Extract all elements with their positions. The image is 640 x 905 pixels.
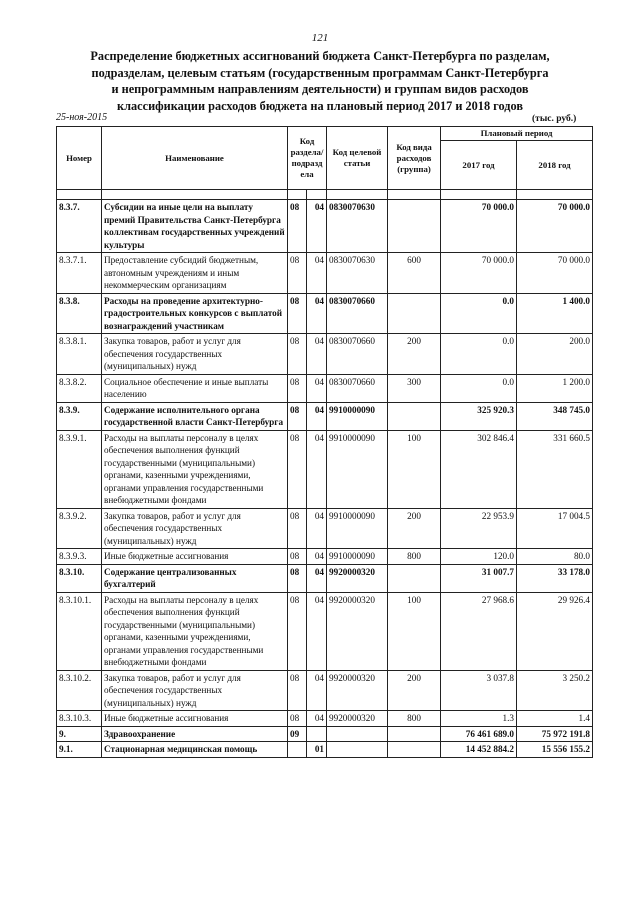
row-name: Закупка товаров, работ и услуг для обеспечения государственных (муниципальных) нужд	[102, 670, 288, 711]
row-value-2017: 0.0	[441, 293, 517, 334]
row-expense-type: 300	[388, 374, 441, 402]
title-line-4: классификации расходов бюджета на плановый период 2017 и 2018 годов	[117, 98, 523, 113]
header-plan-period: Плановый период	[441, 127, 593, 141]
header-number: Номер	[57, 127, 102, 190]
row-subsection-code: 04	[307, 430, 327, 508]
units-label: (тыс. руб.)	[532, 114, 577, 124]
title-line-3: и непрограммным направлениям деятельности) и группам видов расходов	[111, 82, 529, 96]
row-section-code: 08	[288, 564, 307, 592]
row-expense-type	[388, 293, 441, 334]
row-target-code: 0830070660	[327, 293, 388, 334]
row-target-code: 0830070660	[327, 334, 388, 375]
row-subsection-code: 04	[307, 200, 327, 253]
row-section-code: 08	[288, 253, 307, 294]
row-number: 8.3.10.1.	[57, 592, 102, 670]
row-name: Иные бюджетные ассигнования	[102, 549, 288, 565]
header-target-code: Код целевой статьи	[327, 127, 388, 190]
row-value-2017: 3 037.8	[441, 670, 517, 711]
row-expense-type: 600	[388, 253, 441, 294]
table-row	[57, 334, 593, 375]
row-value-2018: 3 250.2	[517, 670, 593, 711]
row-subsection-code: 04	[307, 564, 327, 592]
row-name: Предоставление субсидий бюджетным, автономным учреждениям и иным некоммерческим организациям	[102, 253, 288, 294]
row-name: Здравоохранение	[102, 726, 288, 742]
row-name: Социальное обеспечение и иные выплаты населению	[102, 374, 288, 402]
row-expense-type: 200	[388, 334, 441, 375]
row-value-2017: 0.0	[441, 374, 517, 402]
row-expense-type: 800	[388, 549, 441, 565]
table-row	[57, 200, 593, 253]
header-section-code: Код раздела/ подразд ела	[288, 127, 327, 190]
row-target-code: 9910000090	[327, 508, 388, 549]
header-name: Наименование	[102, 127, 288, 190]
header-separator	[57, 190, 593, 200]
row-value-2018: 1.4	[517, 711, 593, 727]
row-target-code	[327, 742, 388, 758]
row-name: Расходы на проведение архитектурно-градостроительных конкурсов с выплатой вознаграждений участникам	[102, 293, 288, 334]
row-value-2018: 70 000.0	[517, 253, 593, 294]
row-value-2018: 1 200.0	[517, 374, 593, 402]
budget-table	[56, 126, 593, 758]
row-section-code: 08	[288, 508, 307, 549]
table-row	[57, 670, 593, 711]
row-name: Закупка товаров, работ и услуг для обеспечения государственных (муниципальных) нужд	[102, 334, 288, 375]
row-number: 8.3.9.1.	[57, 430, 102, 508]
row-value-2017: 70 000.0	[441, 253, 517, 294]
row-value-2018: 17 004.5	[517, 508, 593, 549]
row-value-2018: 200.0	[517, 334, 593, 375]
row-value-2018: 33 178.0	[517, 564, 593, 592]
row-number: 8.3.8.2.	[57, 374, 102, 402]
row-expense-type	[388, 742, 441, 758]
table-row	[57, 402, 593, 430]
row-target-code: 0830070630	[327, 253, 388, 294]
row-value-2018: 348 745.0	[517, 402, 593, 430]
row-name: Содержание централизованных бухгалтерий	[102, 564, 288, 592]
header-year-2017: 2017 год	[441, 141, 517, 190]
row-number: 8.3.10.2.	[57, 670, 102, 711]
row-target-code: 9910000090	[327, 430, 388, 508]
row-number: 8.3.10.3.	[57, 711, 102, 727]
row-name: Иные бюджетные ассигнования	[102, 711, 288, 727]
table-row	[57, 564, 593, 592]
row-target-code: 9920000320	[327, 592, 388, 670]
title-line-1: Распределение бюджетных ассигнований бюджета Санкт-Петербурга по разделам,	[90, 49, 550, 63]
row-section-code: 08	[288, 430, 307, 508]
row-value-2017: 76 461 689.0	[441, 726, 517, 742]
row-section-code: 08	[288, 549, 307, 565]
row-expense-type: 800	[388, 711, 441, 727]
table-row	[57, 592, 593, 670]
table-row	[57, 253, 593, 294]
row-value-2017: 27 968.6	[441, 592, 517, 670]
row-section-code: 08	[288, 200, 307, 253]
row-expense-type: 200	[388, 670, 441, 711]
row-subsection-code: 04	[307, 253, 327, 294]
row-expense-type	[388, 564, 441, 592]
row-target-code: 9920000320	[327, 670, 388, 711]
row-subsection-code	[307, 726, 327, 742]
document-title	[60, 48, 580, 114]
row-target-code: 9920000320	[327, 564, 388, 592]
row-name: Субсидии на иные цели на выплату премий Правительства Санкт-Петербурга коллективам государственных учреждений культуры	[102, 200, 288, 253]
row-value-2018: 70 000.0	[517, 200, 593, 253]
row-value-2018: 331 660.5	[517, 430, 593, 508]
row-subsection-code: 04	[307, 402, 327, 430]
header-expense-type: Код вида расходов (группа)	[388, 127, 441, 190]
row-value-2017: 325 920.3	[441, 402, 517, 430]
row-value-2018: 80.0	[517, 549, 593, 565]
table-row	[57, 430, 593, 508]
row-section-code: 09	[288, 726, 307, 742]
row-target-code: 9920000320	[327, 711, 388, 727]
row-number: 8.3.7.	[57, 200, 102, 253]
row-subsection-code: 04	[307, 374, 327, 402]
row-name: Закупка товаров, работ и услуг для обеспечения государственных (муниципальных) нужд	[102, 508, 288, 549]
row-value-2018: 75 972 191.8	[517, 726, 593, 742]
row-number: 8.3.9.3.	[57, 549, 102, 565]
table-row	[57, 293, 593, 334]
row-value-2017: 1.3	[441, 711, 517, 727]
row-section-code: 08	[288, 402, 307, 430]
row-number: 8.3.8.	[57, 293, 102, 334]
row-expense-type: 100	[388, 430, 441, 508]
row-number: 9.1.	[57, 742, 102, 758]
row-number: 8.3.7.1.	[57, 253, 102, 294]
row-name: Содержание исполнительного органа государственной власти Санкт-Петербурга	[102, 402, 288, 430]
page-number: 121	[311, 32, 329, 44]
table-row	[57, 508, 593, 549]
row-section-code: 08	[288, 334, 307, 375]
row-name: Расходы на выплаты персоналу в целях обеспечения выполнения функций государственными (муниципальными) органами, казенными учреждениями, органами управления государственными внебюджетными фондами	[102, 430, 288, 508]
row-subsection-code: 04	[307, 549, 327, 565]
table-row	[57, 742, 593, 758]
row-value-2017: 120.0	[441, 549, 517, 565]
header-year-2018: 2018 год	[517, 141, 593, 190]
row-section-code: 08	[288, 592, 307, 670]
row-section-code	[288, 742, 307, 758]
table-body	[57, 200, 593, 758]
row-subsection-code: 04	[307, 293, 327, 334]
row-target-code: 9910000090	[327, 402, 388, 430]
row-value-2018: 1 400.0	[517, 293, 593, 334]
row-expense-type	[388, 726, 441, 742]
row-expense-type	[388, 200, 441, 253]
row-subsection-code: 04	[307, 334, 327, 375]
row-number: 8.3.10.	[57, 564, 102, 592]
row-number: 9.	[57, 726, 102, 742]
row-target-code: 9910000090	[327, 549, 388, 565]
row-name: Расходы на выплаты персоналу в целях обеспечения выполнения функций государственными (муниципальными) органами, казенными учреждениями, органами управления государственными внебюджетными фондами	[102, 592, 288, 670]
title-line-2: подразделам, целевым статьям (государственным программам Санкт-Петербурга	[91, 65, 549, 80]
row-value-2017: 31 007.7	[441, 564, 517, 592]
row-subsection-code: 04	[307, 670, 327, 711]
row-number: 8.3.9.2.	[57, 508, 102, 549]
row-value-2017: 22 953.9	[441, 508, 517, 549]
row-subsection-code: 04	[307, 508, 327, 549]
document-date: 25-ноя-2015	[56, 112, 108, 123]
row-number: 8.3.9.	[57, 402, 102, 430]
row-section-code: 08	[288, 711, 307, 727]
table-row	[57, 549, 593, 565]
row-value-2017: 302 846.4	[441, 430, 517, 508]
row-target-code	[327, 726, 388, 742]
table-row	[57, 711, 593, 727]
row-number: 8.3.8.1.	[57, 334, 102, 375]
row-value-2018: 15 556 155.2	[517, 742, 593, 758]
row-value-2017: 70 000.0	[441, 200, 517, 253]
row-value-2017: 14 452 884.2	[441, 742, 517, 758]
row-section-code: 08	[288, 293, 307, 334]
row-value-2018: 29 926.4	[517, 592, 593, 670]
row-expense-type: 100	[388, 592, 441, 670]
row-name: Стационарная медицинская помощь	[102, 742, 288, 758]
row-subsection-code: 04	[307, 711, 327, 727]
table-row	[57, 726, 593, 742]
row-section-code: 08	[288, 374, 307, 402]
table-header	[57, 127, 593, 200]
row-subsection-code: 04	[307, 592, 327, 670]
row-section-code: 08	[288, 670, 307, 711]
row-target-code: 0830070660	[327, 374, 388, 402]
table-row	[57, 374, 593, 402]
row-expense-type: 200	[388, 508, 441, 549]
row-expense-type	[388, 402, 441, 430]
row-subsection-code: 01	[307, 742, 327, 758]
row-target-code: 0830070630	[327, 200, 388, 253]
row-value-2017: 0.0	[441, 334, 517, 375]
